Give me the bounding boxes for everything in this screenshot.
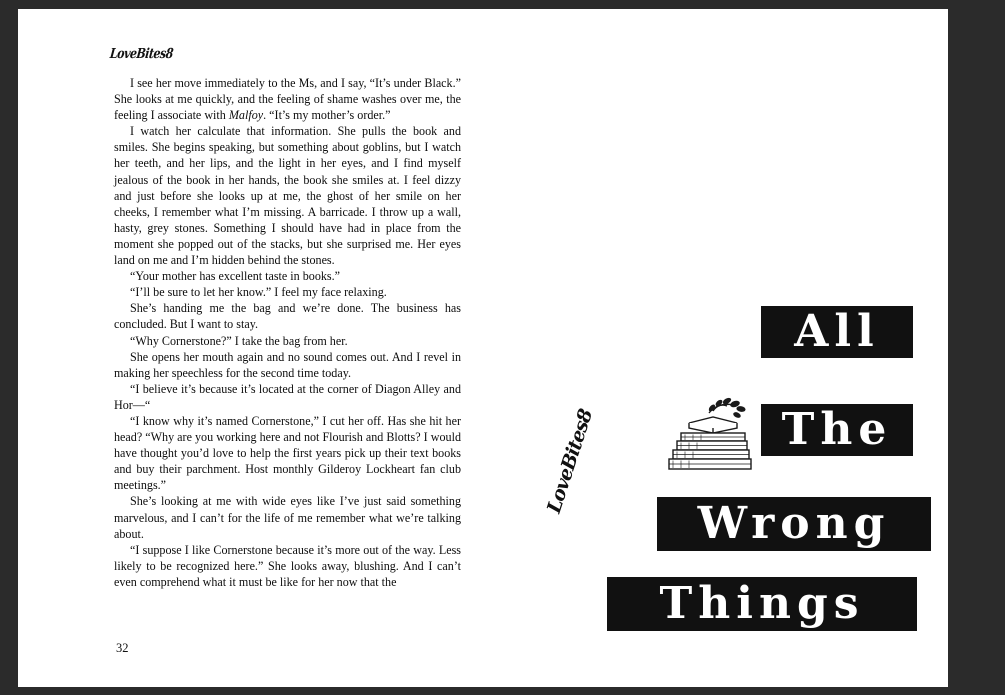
paragraph-text: I see her move immediately to the Ms, and I say, “It’s under Black.” She looks at me quickly, and the feeling of shame washes over me, the feeling I associate with	[114, 76, 461, 123]
paragraph	[114, 75, 461, 123]
italic-word: Malfoy	[228, 108, 264, 123]
paragraph: “I suppose I like Cornerstone because it’s more out of the way. Less likely to be recognized here.” She looks away, blushing. And I can’t even comprehend what it must be like for her now that the	[114, 542, 461, 589]
author-signature: LoveBites8	[543, 407, 598, 516]
title-block	[483, 9, 948, 687]
paragraph: I watch her calculate that information. She pulls the book and smiles. She begins speaking, but something about goblins, but I watch her teeth, and her lips, and the light in her eyes, and I find myself jealous of the book in her hands, the book she smiles at. I feel dizzy and just before she looks up at me, the ghost of her smile on her cheeks, I remember what I’m missing. A barricade. I throw up a wall, hasty, grey stones. Something I should have had in place from the moment she popped out of the stacks, but she surprised me. Her eyes land on me and I’m hidden behind the stones.	[114, 124, 461, 268]
book-spread	[18, 9, 948, 687]
running-head: LoveBites8	[109, 45, 174, 62]
title-word-4: Things	[607, 577, 917, 631]
page-number: 32	[116, 641, 129, 655]
title-word-3: Wrong	[657, 497, 931, 551]
left-page	[18, 9, 483, 687]
paragraph: She’s handing me the bag and we’re done. The business has concluded. But I want to stay.	[114, 301, 461, 332]
paragraph: “I believe it’s because it’s located at the corner of Diagon Alley and Hor—“	[114, 381, 461, 412]
paragraph: “Why Cornerstone?” I take the bag from her.	[130, 333, 348, 348]
body-text	[114, 75, 461, 590]
paragraph: “Your mother has excellent taste in books.”	[130, 269, 341, 284]
paragraph: “I know why it’s named Cornerstone,” I cut her off. Has she hit her head? “Why are you working here and not Flourish and Blotts? I would have thought you’d love to help the first years pick up their text books and buy their parchment. Host monthly Gilderoy Lockheart fan club meetings.”	[114, 413, 461, 493]
paragraph-tail: . “It’s my mother’s order.”	[263, 108, 391, 123]
right-page	[483, 9, 948, 687]
paragraph: She’s looking at me with wide eyes like I’ve just said something marvelous, and I can’t for the life of me remember what we’re talking about.	[114, 494, 461, 541]
paragraph: “I’ll be sure to let her know.” I feel my face relaxing.	[130, 285, 387, 300]
title-word-2: The	[761, 404, 913, 456]
paragraph: She opens her mouth again and no sound comes out. And I revel in making her speechless for the second time today.	[114, 349, 461, 380]
book-stack-icon	[651, 397, 757, 477]
title-word-1: All	[761, 306, 913, 358]
